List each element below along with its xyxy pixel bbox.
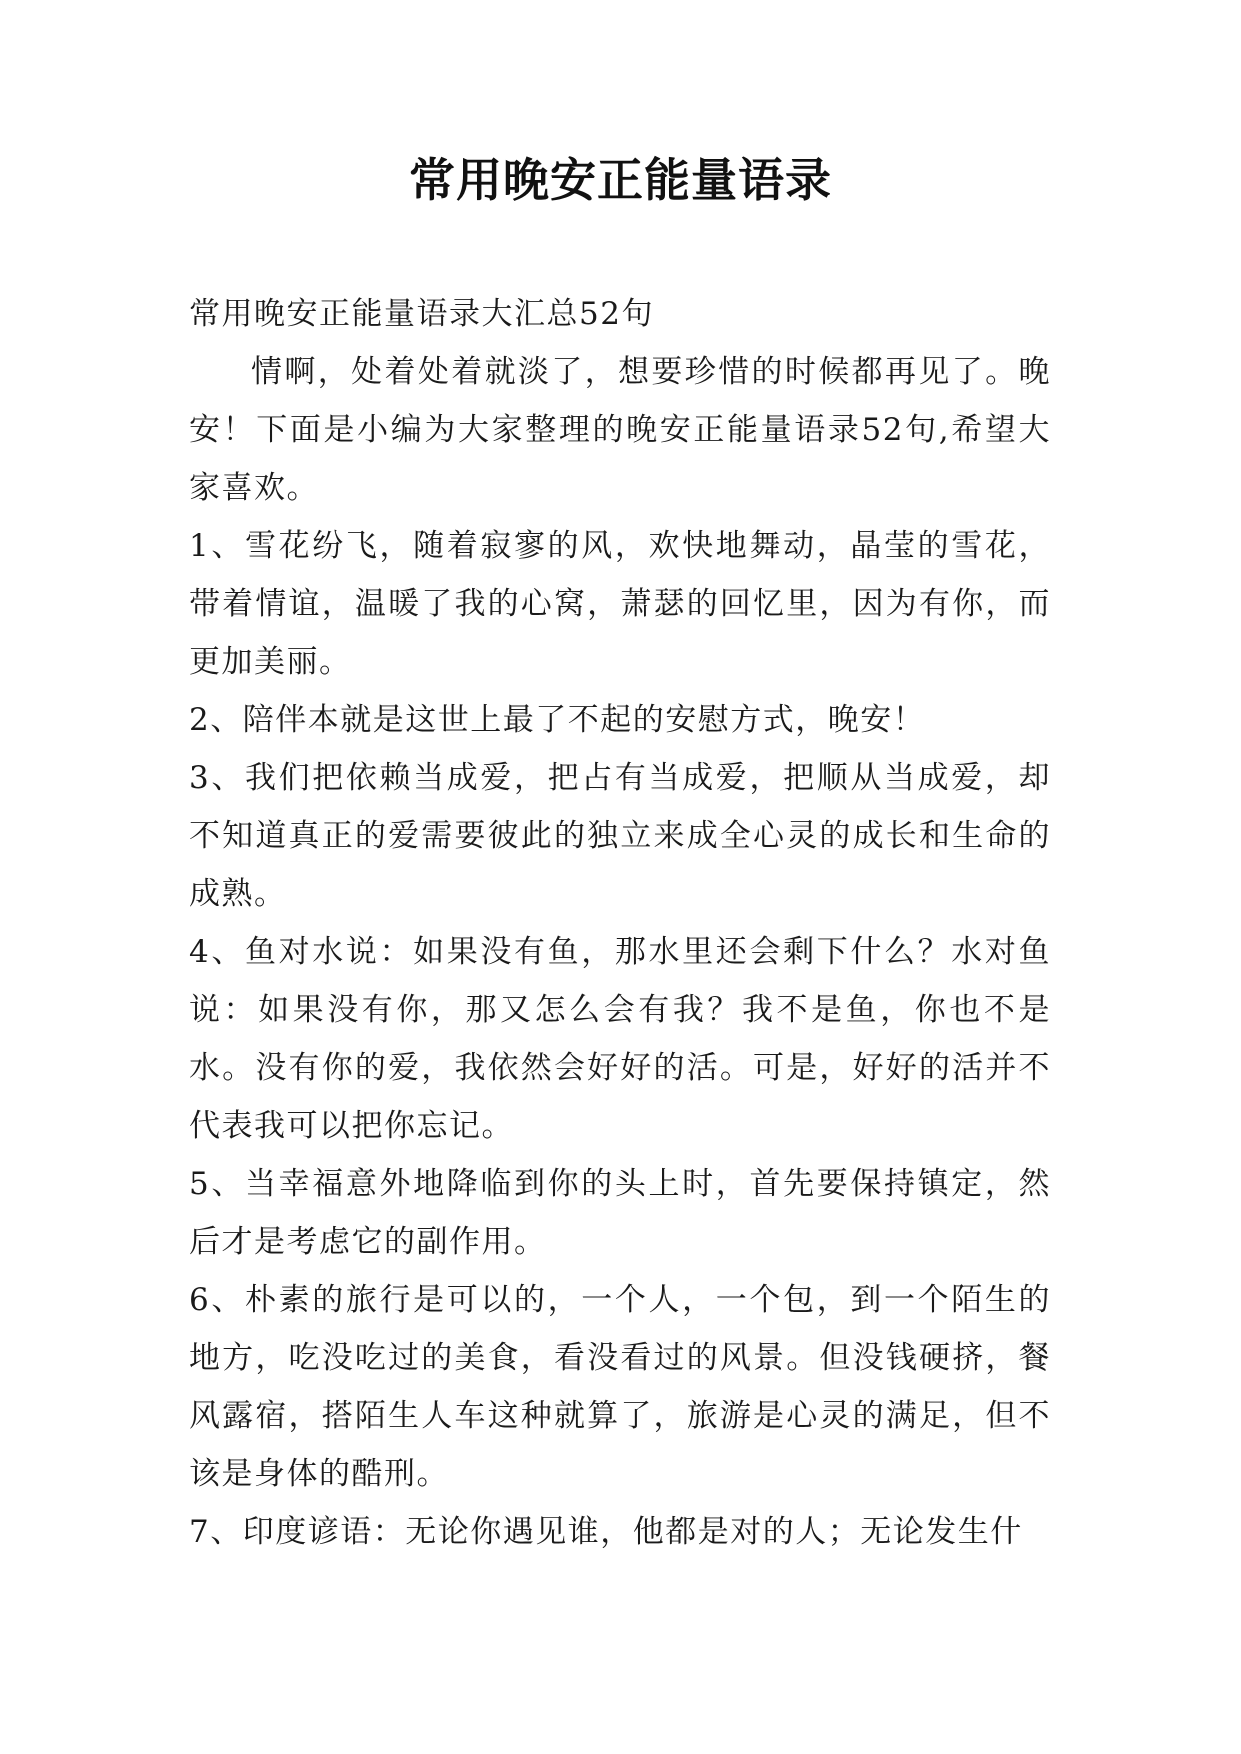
quote-item-7: 7、印度谚语：无论你遇见谁，他都是对的人；无论发生什 <box>189 1514 1023 1550</box>
quote-item-4: 4、鱼对水说：如果没有鱼，那水里还会剩下什么？水对鱼说：如果没有你，那又怎么会有我？我不是鱼，你也不是水。没有你的爱，我依然会好好的活。可是，好好的活并不代表我可以把你忘记。 <box>189 934 1051 1144</box>
document-title: 常用晚安正能量语录 <box>409 153 832 207</box>
document-subtitle: 常用晚安正能量语录大汇总52句 <box>189 296 654 332</box>
quote-item-1: 1、雪花纷飞，随着寂寥的风，欢快地舞动，晶莹的雪花，带着情谊，温暖了我的心窝，萧瑟的回忆里，因为有你，而更加美丽。 <box>189 528 1051 680</box>
quote-item-6: 6、朴素的旅行是可以的，一个人，一个包，到一个陌生的地方，吃没吃过的美食，看没看过的风景。但没钱硬挤，餐风露宿，搭陌生人车这种就算了，旅游是心灵的满足，但不该是身体的酷刑。 <box>189 1282 1051 1492</box>
quote-item-3: 3、我们把依赖当成爱，把占有当成爱，把顺从当成爱，却不知道真正的爱需要彼此的独立来成全心灵的成长和生命的成熟。 <box>189 760 1051 912</box>
document-body <box>189 285 1051 1561</box>
intro-paragraph: 情啊，处着处着就淡了，想要珍惜的时候都再见了。晚安！下面是小编为大家整理的晚安正能量语录52句,希望大家喜欢。 <box>189 354 1051 506</box>
quote-item-2: 2、陪伴本就是这世上最了不起的安慰方式，晚安！ <box>189 702 926 738</box>
quote-item-5: 5、当幸福意外地降临到你的头上时，首先要保持镇定，然后才是考虑它的副作用。 <box>189 1166 1051 1260</box>
